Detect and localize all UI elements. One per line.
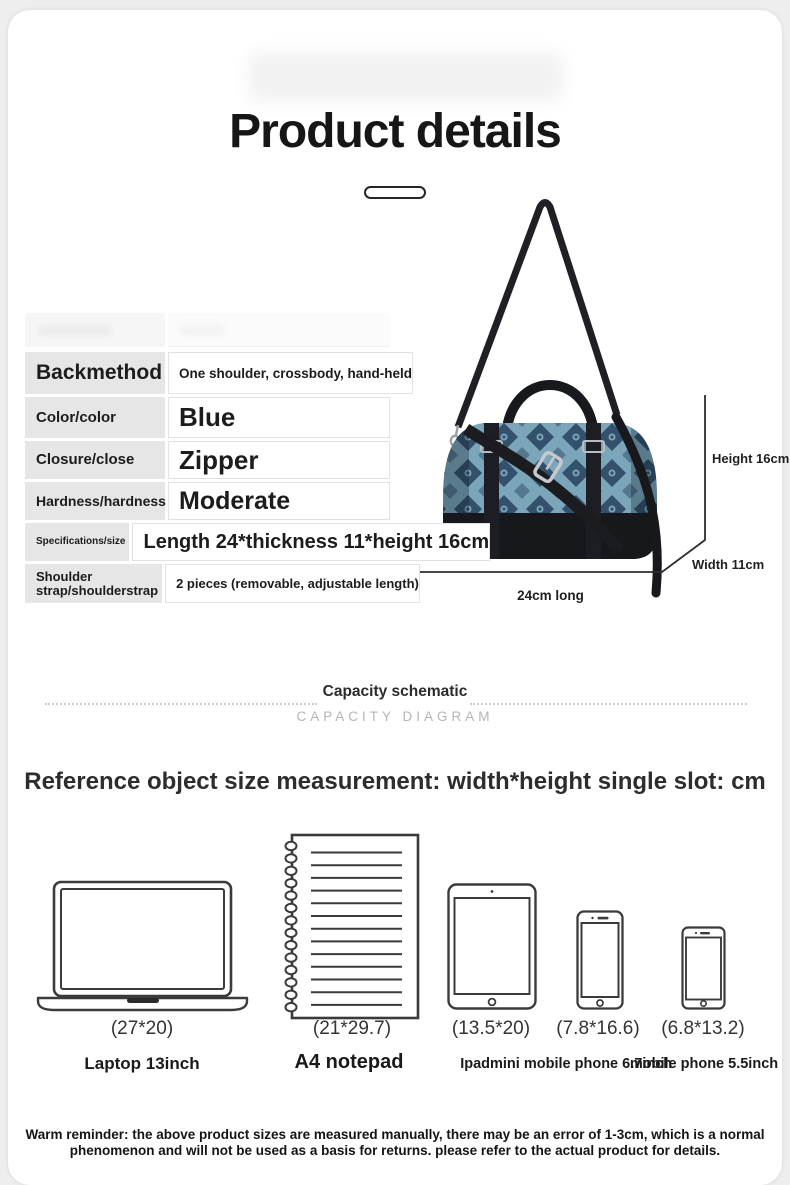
notepad-size-label: (21*29.7) <box>312 1018 392 1039</box>
height-dimension-label: Height 16cm <box>712 451 790 466</box>
table-row <box>25 523 490 561</box>
spec-value: Zipper <box>168 441 390 479</box>
table-row <box>25 352 413 394</box>
phone-large-size-label: (7.8*16.6) <box>556 1018 640 1039</box>
page-title: Product details <box>229 105 561 158</box>
spec-header-erased <box>25 313 390 347</box>
phone-large-name-label: mobile phone 6.7inch <box>523 1056 673 1072</box>
capacity-subtitle: CAPACITY DIAGRAM <box>296 709 494 724</box>
table-row <box>25 441 390 479</box>
laptop-icon <box>35 877 250 1012</box>
spec-label: Backmethod <box>25 352 165 394</box>
spec-value: Length 24*thickness 11*height 16cm <box>132 523 490 561</box>
dotted-divider-right <box>470 703 747 705</box>
laptop-name-label: Laptop 13inch <box>84 1054 200 1073</box>
tablet-name-label: Ipadmini <box>460 1056 520 1072</box>
notepad-icon <box>281 832 421 1022</box>
shoulder-strap <box>458 203 617 428</box>
length-dimension-label: 24cm long <box>517 588 584 603</box>
warm-reminder-text: Warm reminder: the above product sizes are measured manually, there may be an error of 1-3cm, which is a normal phenomenon and will not be used as a basis for returns. please refer to the actual product for details. <box>25 1127 765 1159</box>
phone-small-icon <box>681 926 726 1010</box>
phone-small-size-label: (6.8*13.2) <box>661 1018 745 1039</box>
spec-label: Closure/close <box>25 441 165 479</box>
notepad-name-label: A4 notepad <box>294 1051 404 1073</box>
dotted-divider-left <box>45 703 317 705</box>
laptop-size-label: (27*20) <box>110 1018 174 1039</box>
spec-table <box>25 313 490 606</box>
table-row <box>25 564 419 603</box>
spec-label: Shoulder strap/shoulderstrap <box>25 564 162 603</box>
spec-value: Blue <box>168 397 390 438</box>
erased-text-smudge <box>248 52 563 102</box>
spec-value: Moderate <box>168 482 390 520</box>
spec-header-value-cell <box>168 313 390 347</box>
reference-heading: Reference object size measurement: width*height single slot: cm <box>24 768 766 795</box>
tablet-icon <box>447 883 537 1010</box>
table-row <box>25 482 390 520</box>
capacity-title: Capacity schematic <box>322 683 468 700</box>
phone-large-icon <box>576 910 624 1010</box>
spec-label: Color/color <box>25 397 165 438</box>
spec-label: Specifications/size <box>25 523 129 561</box>
width-dimension-label: Width 11cm <box>692 557 765 572</box>
spec-value: 2 pieces (removable, adjustable length) <box>165 564 420 603</box>
spec-header-label-cell <box>25 313 165 347</box>
spec-label: Hardness/hardness <box>25 482 165 520</box>
spec-value: One shoulder, crossbody, hand-held <box>168 352 413 394</box>
table-row <box>25 397 390 438</box>
phone-small-name-label: mobile phone 5.5inch <box>629 1056 779 1072</box>
tablet-size-label: (13.5*20) <box>451 1018 531 1039</box>
